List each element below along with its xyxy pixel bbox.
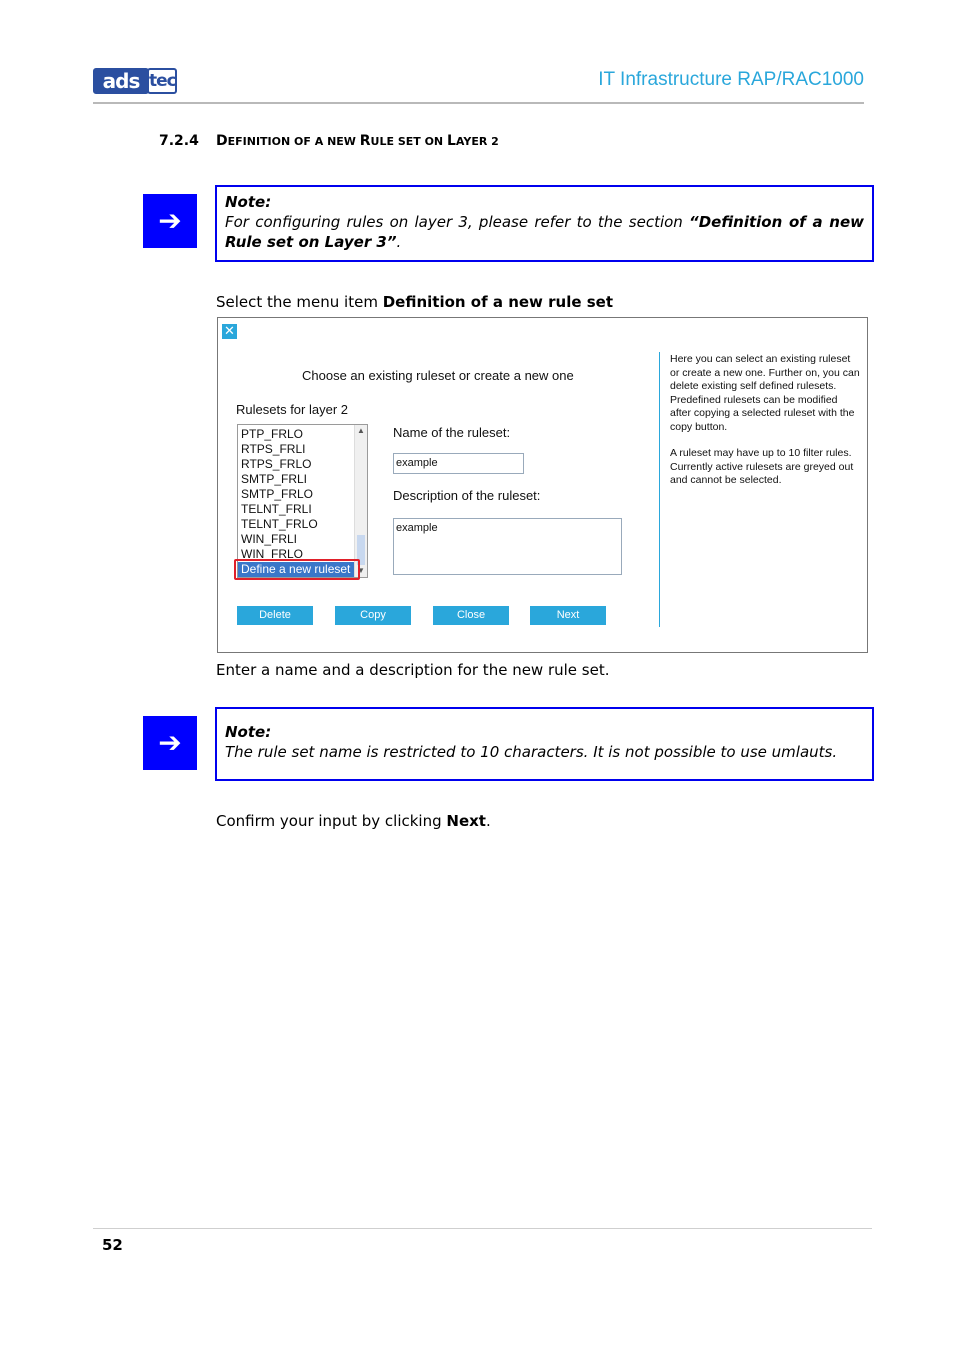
list-item[interactable]: TELNT_FRLI	[241, 502, 312, 516]
step-select-menu: Select the menu item Definition of a new rule set	[216, 293, 614, 311]
logo-ads: ads	[93, 68, 149, 94]
note-box-layer3	[215, 185, 874, 262]
delete-button[interactable]: Delete	[237, 606, 313, 625]
ruleset-description-textarea[interactable]: example	[393, 518, 622, 575]
close-button[interactable]: Close	[433, 606, 509, 625]
step-enter-name: Enter a name and a description for the new rule set.	[216, 661, 610, 679]
list-item[interactable]: WIN_FRLO	[241, 547, 304, 561]
step-confirm: Confirm your input by clicking Next.	[216, 812, 491, 830]
help-divider	[659, 352, 660, 627]
rulesets-label: Rulesets for layer 2	[236, 402, 348, 417]
section-number: 7.2.4	[159, 133, 199, 149]
section-title: DEFINITION OF A NEW RULE SET ON LAYER 2	[216, 133, 499, 149]
highlight-frame	[234, 559, 360, 580]
help-text	[670, 353, 860, 501]
header-divider	[93, 102, 864, 104]
list-item[interactable]: PTP_FRLO	[241, 427, 304, 441]
document-title: IT Infrastructure RAP/RAC1000	[598, 69, 864, 90]
help-paragraph: A ruleset may have up to 10 filter rules. Currently active rulesets are greyed out and cannot be selected.	[670, 447, 854, 486]
name-label: Name of the ruleset:	[393, 425, 511, 440]
scroll-down-icon[interactable]: ▼	[357, 566, 365, 575]
note-label: Note:	[225, 723, 272, 741]
list-item[interactable]: TELNT_FRLO	[241, 517, 318, 531]
ruleset-dialog-screenshot	[217, 317, 868, 653]
adstec-logo	[93, 68, 177, 94]
list-item-selected[interactable]: Define a new ruleset	[238, 562, 358, 577]
arrow-right-icon: ➔	[143, 716, 197, 770]
close-icon[interactable]: ✕	[222, 324, 237, 339]
footer-divider	[93, 1228, 872, 1229]
ruleset-name-input[interactable]: example	[393, 453, 524, 474]
description-label: Description of the ruleset:	[393, 488, 541, 503]
listbox-scrollbar[interactable]	[354, 425, 367, 577]
list-item[interactable]: SMTP_FRLO	[241, 487, 314, 501]
scroll-up-icon[interactable]: ▲	[357, 426, 365, 435]
note-label: Note:	[225, 193, 272, 211]
help-paragraph: Here you can select an existing ruleset or create a new one. Further on, you can delete existing self defined rulesets. Predefined rulesets can be modified after copying a selected ruleset with the copy button.	[670, 353, 860, 433]
dialog-heading: Choose an existing ruleset or create a new one	[302, 368, 574, 383]
arrow-right-icon: ➔	[143, 194, 197, 248]
logo-tec: tec	[147, 68, 177, 94]
note-text: The rule set name is restricted to 10 characters. It is not possible to use umlauts.	[225, 743, 838, 761]
ruleset-listbox[interactable]	[237, 424, 368, 578]
list-item[interactable]: SMTP_FRLI	[241, 472, 308, 486]
list-item[interactable]: RTPS_FRLI	[241, 442, 306, 456]
copy-button[interactable]: Copy	[335, 606, 411, 625]
note-box-name-limit	[215, 707, 874, 781]
list-item[interactable]: RTPS_FRLO	[241, 457, 312, 471]
note-text: For configuring rules on layer 3, please refer to the section “Definition of a new Rule set on Layer 3”.	[225, 213, 864, 251]
next-button[interactable]: Next	[530, 606, 606, 625]
list-item[interactable]: WIN_FRLI	[241, 532, 298, 546]
page-number: 52	[102, 1236, 123, 1254]
